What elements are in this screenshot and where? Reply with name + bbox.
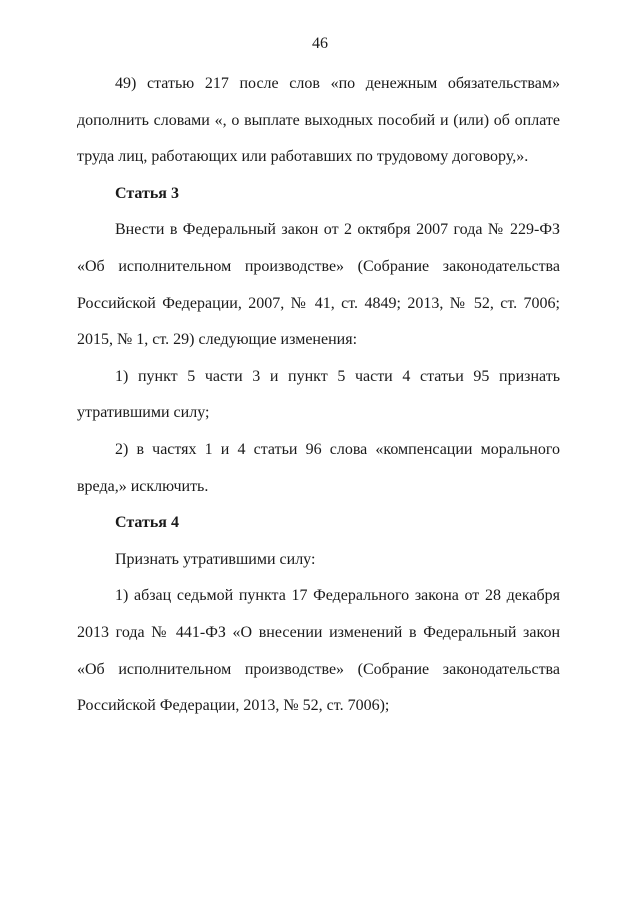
article-3-heading: Статья 3: [115, 184, 179, 202]
paragraph-article-3-item-1: 1) пункт 5 части 3 и пункт 5 части 4 статьи 95 признать утратившими силу;: [77, 367, 560, 422]
document-body: [77, 66, 560, 725]
article-4-heading: Статья 4: [115, 514, 179, 532]
page-number: 46: [312, 35, 328, 52]
paragraph-article-4-item-1: 1) абзац седьмой пункта 17 Федерального закона от 28 декабря 2013 года № 441-ФЗ «О внесении изменений в Федеральный закон «Об исполнительном производстве» (Собрание законодательства Российской Федерации, 2013, № 52, ст. 7006);: [77, 587, 560, 715]
paragraph-article-3-item-2: 2) в частях 1 и 4 статьи 96 слова «компенсации морального вреда,» исключить.: [77, 440, 560, 495]
paragraph-article-4-intro: Признать утратившими силу:: [115, 550, 316, 568]
paragraph-article-3-intro: Внести в Федеральный закон от 2 октября 2007 года № 229-ФЗ «Об исполнительном производстве» (Собрание законодательства Российской Федерации, 2007, № 41, ст. 4849; 2013, № 52, ст. 7006; 2015, № 1, ст. 29) следующие изменения:: [77, 221, 560, 349]
paragraph-item-49: 49) статью 217 после слов «по денежным обязательствам» дополнить словами «, о выплате выходных пособий и (или) об оплате труда лиц, работающих или работавших по трудовому договору,».: [77, 75, 560, 166]
